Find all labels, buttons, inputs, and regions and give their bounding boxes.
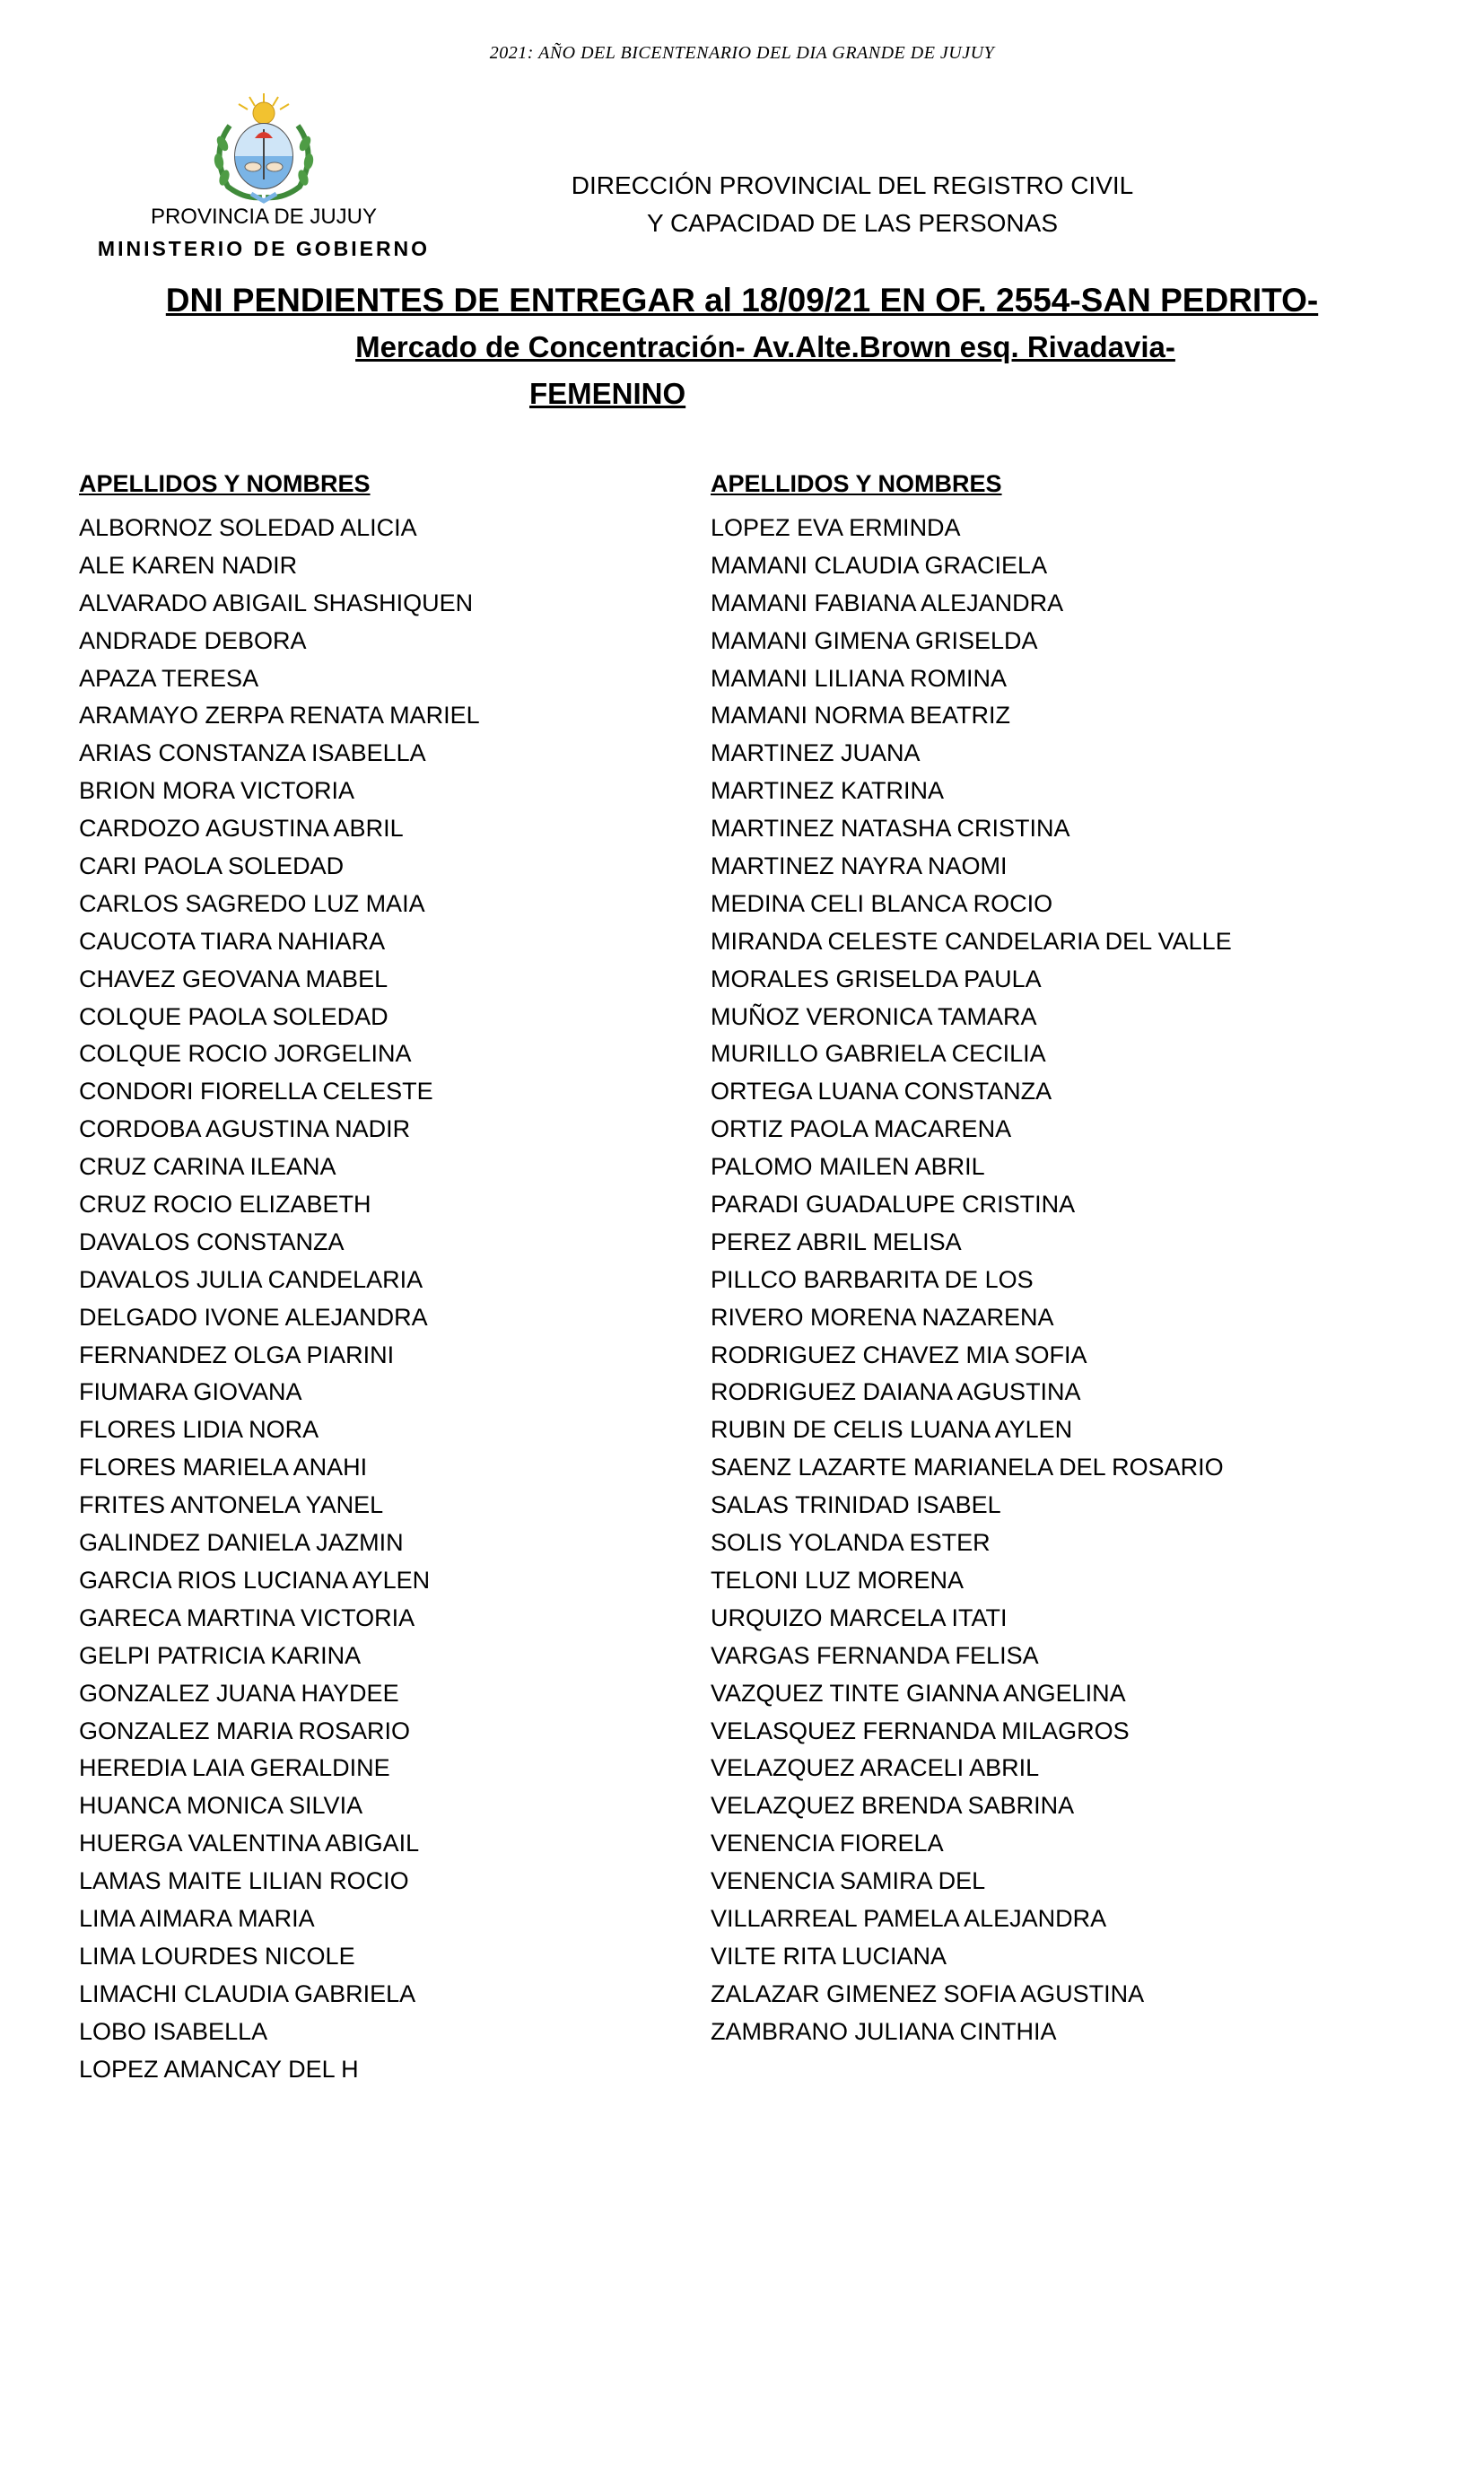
list-item: PARADI GUADALUPE CRISTINA	[711, 1191, 1076, 1219]
list-item: MARTINEZ NATASHA CRISTINA	[711, 815, 1070, 843]
names-column-left	[79, 465, 480, 2088]
direction-heading	[520, 167, 1184, 242]
list-item: MAMANI FABIANA ALEJANDRA	[711, 589, 1064, 616]
list-item: PEREZ ABRIL MELISA	[711, 1228, 962, 1255]
list-item: SALAS TRINIDAD ISABEL	[711, 1491, 1001, 1519]
list-item: GARCIA RIOS LUCIANA AYLEN	[79, 1566, 431, 1594]
list-item: FLORES MARIELA ANAHI	[79, 1454, 368, 1481]
document-title: DNI PENDIENTES DE ENTREGAR al 18/09/21 EN OF. 2554-SAN PEDRITO-	[165, 282, 1319, 319]
list-item: VENENCIA FIORELA	[711, 1830, 944, 1857]
list-item: MEDINA CELI BLANCA ROCIO	[711, 889, 1053, 917]
page-motto: 2021: AÑO DEL BICENTENARIO DEL DIA GRANDE DE JUJUY	[489, 43, 995, 63]
list-item: SOLIS YOLANDA ESTER	[711, 1529, 991, 1557]
list-item: MARTINEZ KATRINA	[711, 777, 945, 805]
list-item: MIRANDA CELESTE CANDELARIA DEL VALLE	[711, 927, 1232, 955]
list-item: ZALAZAR GIMENEZ SOFIA AGUSTINA	[711, 1979, 1145, 2007]
list-item: DELGADO IVONE ALEJANDRA	[79, 1303, 428, 1331]
list-item: ANDRADE DEBORA	[79, 626, 307, 654]
list-item: MAMANI CLAUDIA GRACIELA	[711, 551, 1048, 579]
list-item: LOBO ISABELLA	[79, 2017, 268, 2045]
list-item: LOPEZ AMANCAY DEL H	[79, 2055, 359, 2083]
list-item: VELAZQUEZ BRENDA SABRINA	[711, 1792, 1075, 1820]
list-item: PALOMO MAILEN ABRIL	[711, 1153, 985, 1181]
list-item: APAZA TERESA	[79, 664, 259, 692]
list-item: LOPEZ EVA ERMINDA	[711, 514, 961, 541]
list-item: FERNANDEZ OLGA PIARINI	[79, 1341, 395, 1368]
list-item: MURILLO GABRIELA CECILIA	[711, 1040, 1046, 1068]
list-item: CARDOZO AGUSTINA ABRIL	[79, 815, 404, 843]
list-item: RODRIGUEZ DAIANA AGUSTINA	[711, 1378, 1081, 1406]
list-item: CHAVEZ GEOVANA MABEL	[79, 965, 388, 992]
list-item: VAZQUEZ TINTE GIANNA ANGELINA	[711, 1679, 1126, 1707]
list-item: ALVARADO ABIGAIL SHASHIQUEN	[79, 589, 474, 616]
list-item: VARGAS FERNANDA FELISA	[711, 1641, 1039, 1669]
list-item: MAMANI NORMA BEATRIZ	[711, 702, 1011, 730]
list-item: COLQUE ROCIO JORGELINA	[79, 1040, 412, 1068]
list-item: RUBIN DE CELIS LUANA AYLEN	[711, 1416, 1073, 1444]
list-item: LIMA LOURDES NICOLE	[79, 1942, 355, 1970]
list-item: VELASQUEZ FERNANDA MILAGROS	[711, 1717, 1130, 1744]
list-item: LIMACHI CLAUDIA GABRIELA	[79, 1979, 416, 2007]
list-item: SAENZ LAZARTE MARIANELA DEL ROSARIO	[711, 1454, 1224, 1481]
list-item: FRITES ANTONELA YANEL	[79, 1491, 384, 1519]
list-item: TELONI LUZ MORENA	[711, 1566, 965, 1594]
list-item: CARLOS SAGREDO LUZ MAIA	[79, 889, 425, 917]
list-item: VELAZQUEZ ARACELI ABRIL	[711, 1754, 1040, 1782]
list-item: ZAMBRANO JULIANA CINTHIA	[711, 2017, 1057, 2045]
list-item: VENENCIA SAMIRA DEL	[711, 1867, 986, 1895]
list-item: MAMANI LILIANA ROMINA	[711, 664, 1008, 692]
document-subtitle: Mercado de Concentración- Av.Alte.Brown esq. Rivadavia-	[355, 330, 1175, 363]
list-item: ALBORNOZ SOLEDAD ALICIA	[79, 514, 417, 541]
list-item: HEREDIA LAIA GERALDINE	[79, 1754, 390, 1782]
list-item: CONDORI FIORELLA CELESTE	[79, 1078, 433, 1105]
ministry-label: MINISTERIO DE GOBIERNO	[97, 237, 431, 260]
list-item: URQUIZO MARCELA ITATI	[711, 1604, 1008, 1631]
list-item: COLQUE PAOLA SOLEDAD	[79, 1002, 388, 1030]
list-item: RIVERO MORENA NAZARENA	[711, 1303, 1054, 1331]
list-item: PILLCO BARBARITA DE LOS	[711, 1265, 1034, 1293]
list-item: CAUCOTA TIARA NAHIARA	[79, 927, 386, 955]
list-item: FIUMARA GIOVANA	[79, 1378, 302, 1406]
list-item: ARAMAYO ZERPA RENATA MARIEL	[79, 702, 480, 730]
list-item: VILTE RITA LUCIANA	[711, 1942, 947, 1970]
list-item: MUÑOZ VERONICA TAMARA	[711, 1002, 1037, 1030]
list-item: CARI PAOLA SOLEDAD	[79, 852, 345, 880]
list-item: DAVALOS JULIA CANDELARIA	[79, 1265, 423, 1293]
list-item: GALINDEZ DANIELA JAZMIN	[79, 1529, 404, 1557]
list-item: HUERGA VALENTINA ABIGAIL	[79, 1830, 420, 1857]
list-item: HUANCA MONICA SILVIA	[79, 1792, 363, 1820]
document-category: FEMENINO	[529, 377, 686, 410]
direction-line-1: DIRECCIÓN PROVINCIAL DEL REGISTRO CIVIL	[571, 171, 1134, 199]
list-item: RODRIGUEZ CHAVEZ MIA SOFIA	[711, 1341, 1087, 1368]
province-label: PROVINCIA DE JUJUY	[150, 205, 378, 229]
list-item: CRUZ CARINA ILEANA	[79, 1153, 336, 1181]
list-item: FLORES LIDIA NORA	[79, 1416, 319, 1444]
list-item: CRUZ ROCIO ELIZABETH	[79, 1191, 371, 1219]
list-item: MORALES GRISELDA PAULA	[711, 965, 1042, 992]
list-item: ARIAS CONSTANZA ISABELLA	[79, 739, 426, 767]
list-item: ALE KAREN NADIR	[79, 551, 298, 579]
list-item: VILLARREAL PAMELA ALEJANDRA	[711, 1904, 1107, 1932]
list-item: ORTEGA LUANA CONSTANZA	[711, 1078, 1052, 1105]
column-header: APELLIDOS Y NOMBRES	[79, 470, 371, 497]
list-item: MARTINEZ JUANA	[711, 739, 921, 767]
list-item: CORDOBA AGUSTINA NADIR	[79, 1115, 411, 1143]
list-item: ORTIZ PAOLA MACARENA	[711, 1115, 1012, 1143]
names-column-right	[711, 465, 1232, 2051]
list-item: LAMAS MAITE LILIAN ROCIO	[79, 1867, 409, 1895]
list-item: DAVALOS CONSTANZA	[79, 1228, 345, 1255]
direction-line-2: Y CAPACIDAD DE LAS PERSONAS	[647, 209, 1058, 237]
coat-of-arms-icon	[203, 90, 325, 205]
list-item: MARTINEZ NAYRA NAOMI	[711, 852, 1008, 880]
list-item: BRION MORA VICTORIA	[79, 777, 355, 805]
list-item: LIMA AIMARA MARIA	[79, 1904, 315, 1932]
list-item: GARECA MARTINA VICTORIA	[79, 1604, 415, 1631]
list-item: GONZALEZ JUANA HAYDEE	[79, 1679, 399, 1707]
list-item: MAMANI GIMENA GRISELDA	[711, 626, 1038, 654]
column-header: APELLIDOS Y NOMBRES	[711, 470, 1002, 497]
list-item: GELPI PATRICIA KARINA	[79, 1641, 362, 1669]
list-item: GONZALEZ MARIA ROSARIO	[79, 1717, 411, 1744]
